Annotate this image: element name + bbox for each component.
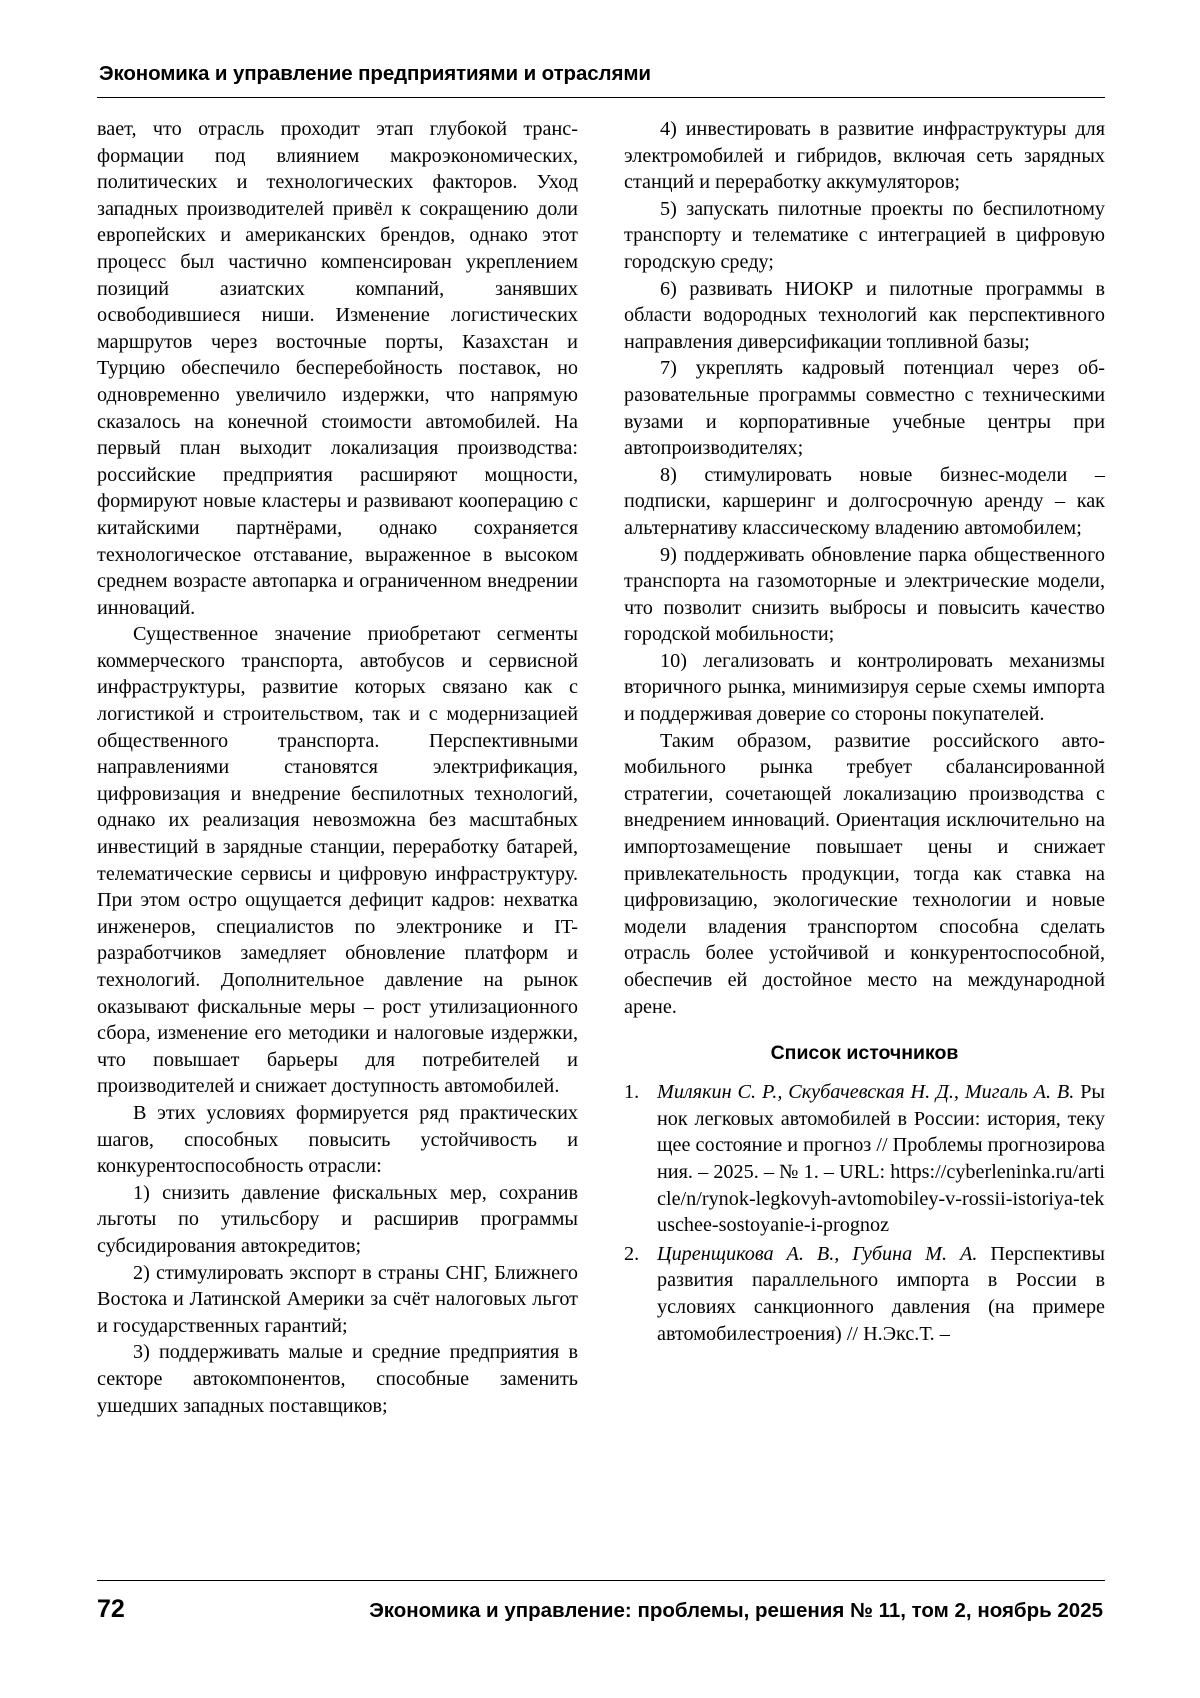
journal-title-line: Экономика и управление: проблемы, решения № 11, том 2, ноябрь 2025 (369, 1599, 1103, 1622)
reference-number: 1. (624, 1081, 640, 1104)
reference-rest: Рынок легковых автомобилей в России: история, текущее состояние и прогноз // Проблемы прогнозирования. – 2025. – № 1. – URL: https://cyberleninka.ru/article/n/rynok-legkovyh-avtomobiley-v-rossii-istoriya-tekuschee-sostoyanie-i-prognoz (657, 1081, 1105, 1237)
footer-row (97, 1595, 1105, 1624)
paragraph: Существенное значение приобретают сегменты коммерческого транспорта, автобусов и сервисной инфраструктуры, развитие которых связано как с логистикой и строительством, так и с модернизацией общественного транспорта. Перспективными направлениями становятся электрификация, цифровизация и внедрение беспилотных технологий, однако их реализация невозможна без масштабных инвестиций в зарядные станции, переработку батарей, телематические сервисы и цифровую инфраструктуру. При этом остро ощущается дефицит кадров: нехватка инженеров, специалистов по электронике и IT-разработчиков замедляет обновление платформ и технологий. Дополнительное давление на рынок оказывают фискальные меры – рост утилизационного сбора, изменение его методики и налоговые издержки, что повышает барьеры для потребителей и производителей и снижает доступность автомобилей. (97, 623, 578, 1098)
page-footer (97, 1580, 1105, 1624)
list-item: 5) запускать пилотные проекты по беспилотному транспорту и телематике с интеграцией в цифровую городскую среду; (624, 197, 1105, 273)
left-column (97, 116, 578, 1419)
page-content (97, 62, 1105, 1419)
list-item: 4) инвестировать в развитие инфраструктуры для электромобилей и гибридов, включая сеть зарядных станций и переработку аккумуляторов; (624, 118, 1105, 194)
list-item: 1) снизить давление фискальных мер, сохранив льготы по утильсбору и расширив программы субсидирования автокредитов; (97, 1181, 578, 1257)
reference-rest: Перспективы развития параллельного импорта в России в условиях санкционного давления (на примере автомобилестроения) // Н.Экс.Т. – (657, 1242, 1105, 1345)
paragraph: В этих условиях формируется ряд практических шагов, способных повысить устойчивость и конкурентоспособность отрасли: (97, 1101, 578, 1178)
list-item: 2) стимулировать экспорт в страны СНГ, Ближнего Востока и Латинской Америки за счёт налоговых льгот и государственных гарантий; (97, 1261, 578, 1337)
list-item: 10) легализовать и контролировать механизмы вторичного рынка, минимизируя серые схемы импорта и поддерживая доверие со стороны покупателей. (624, 649, 1105, 726)
paragraph: вает, что отрасль проходит этап глубокой трансформации под влиянием макроэкономических, политических и технологических факторов. Уход западных производителей привёл к сокращению доли европейских и американских брендов, однако этот процесс был частично компенсирован укреплением позиций азиатских компаний, занявших освободившиеся ниши. Изменение логистических маршрутов через восточные порты, Казахстан и Турцию обеспечило бесперебойность поставок, но одновременно увеличило издержки, что напрямую сказалось на конечной стоимости автомобилей. На первый план выходит локализация производства: российские предприятия расширяют мощности, формируют новые кластеры и развивают кооперацию с китайскими партнёрами, однако сохраняется технологическое отставание, выраженное в высоком среднем возрасте автопарка и ограниченном внедрении инноваций. (97, 118, 578, 619)
list-item: 7) укреплять кадровый потенциал через образовательные программы совместно с техническими вузами и корпоративные учебные центры при автопроизводителях; (624, 357, 1105, 460)
references-heading: Список источников (770, 1042, 959, 1065)
paragraph: Таким образом, развитие российского автомобильного рынка требует сбалансированной стратегии, сочетающей локализацию производства с внедрением инноваций. Ориентация исключительно на импортозамещение повышает цены и снижает привлекательность продукции, тогда как ставка на цифровизацию, экологические технологии и новые модели владения транспортом способна сделать отрасль более устойчивой и конкурентоспособной, обеспечив ей достойное место на международной арене. (624, 729, 1105, 1018)
list-item: 9) поддерживать обновление парка общественного транспорта на газомоторные и электрические модели, что позволит снизить выбросы и повысить качество городской мобильности; (624, 543, 1105, 646)
reference-text (657, 1241, 1105, 1347)
footer-divider (97, 1580, 1105, 1581)
two-column-body (97, 116, 1105, 1419)
right-column (624, 116, 1105, 1419)
header-divider (97, 97, 1105, 98)
list-item: 6) развивать НИОКР и пилотные программы в области водородных технологий как перспективного направления диверсификации топливной базы; (624, 277, 1105, 353)
list-item: 3) поддерживать малые и средние предприятия в секторе автокомпонентов, способные заменить ушедших западных поставщиков; (97, 1341, 578, 1417)
reference-number: 2. (624, 1242, 640, 1265)
reference-authors: Циренщикова А. В., Губина М. А. (657, 1242, 978, 1265)
running-head: Экономика и управление предприятиями и отраслями (99, 62, 651, 85)
reference-authors: Милякин С. Р., Скубачевская Н. Д., Мигаль А. В. (657, 1081, 1075, 1104)
reference-item (624, 1241, 1105, 1347)
reference-item (624, 1079, 1105, 1239)
list-item: 8) стимулировать новые бизнес-модели – подписки, каршеринг и долгосрочную аренду – как альтернативу классическому владению автомобилем; (624, 463, 1105, 539)
reference-text (657, 1079, 1105, 1239)
page-number: 72 (97, 1595, 125, 1623)
